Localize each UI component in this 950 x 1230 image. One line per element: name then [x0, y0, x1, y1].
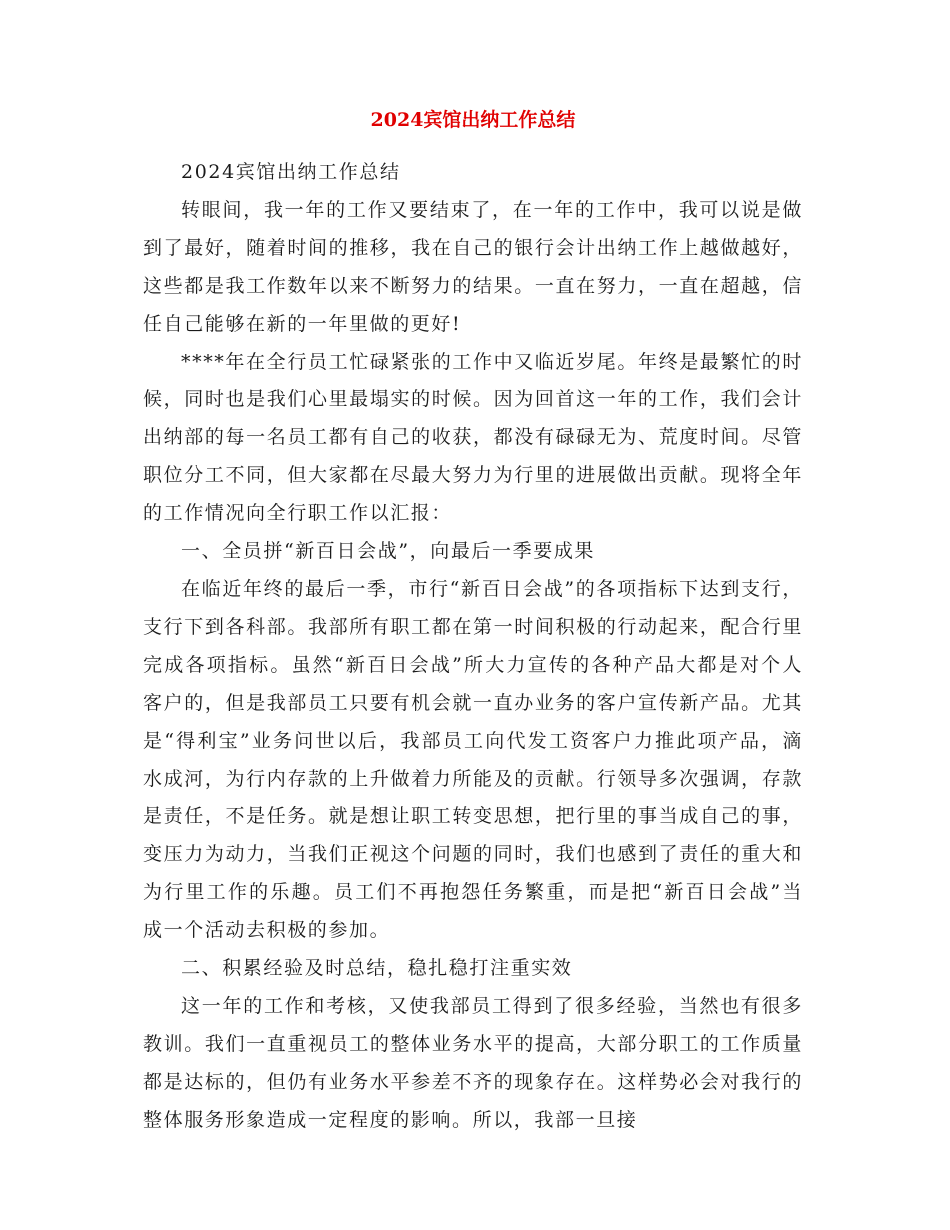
paragraph-subtitle: 2024宾馆出纳工作总结 [181, 161, 401, 183]
document-title: 2024宾馆出纳工作总结 [370, 109, 576, 131]
paragraph-section-1: 在临近年终的最后一季，市行“新百日会战”的各项指标下达到支行，支行下到各科部。我部所有职工都在第一时间积极的行动起来，配合行里完成各项指标。虽然“新百日会战”所大力宣传的各种产品大都是对个人客户的，但是我部员工只要有机会就一直办业务的客户宣传新产品。尤其是“得利宝”业务问世以后，我部员工向代发工资客户力推此项产品，滴水成河，为行内存款的上升做着力所能及的贡献。行领导多次强调，存款是责任，不是任务。就是想让职工转变思想，把行里的事当成自己的事，变压力为动力，当我们正视这个问题的同时，我们也感到了责任的重大和为行里工作的乐趣。员工们不再抱怨任务繁重，而是把“新百日会战”当成一个活动去积极的参加。 [143, 577, 803, 942]
paragraph-year-summary: ****年在全行员工忙碌紧张的工作中又临近岁尾。年终是最繁忙的时候，同时也是我们心里最塌实的时候。因为回首这一年的工作，我们会计出纳部的每一名员工都有自己的收获，都没有碌碌无为、荒度时间。尽管职位分工不同，但大家都在尽最大努力为行里的进展做出贡献。现将全年的工作情况向全行职工作以汇报： [143, 350, 803, 525]
paragraph-section-2: 这一年的工作和考核，又使我部员工得到了很多经验，当然也有很多教训。我们一直重视员工的整体业务水平的提高，大部分职工的工作质量都是达标的，但仍有业务水平参差不齐的现象存在。这样势必会对我行的整体服务形象造成一定程度的影响。所以，我部一旦接 [143, 994, 803, 1131]
paragraph-intro: 转眼间，我一年的工作又要结束了，在一年的工作中，我可以说是做到了最好，随着时间的推移，我在自己的银行会计出纳工作上越做越好，这些都是我工作数年以来不断努力的结果。一直在努力，一直在超越，信任自己能够在新的一年里做的更好! [143, 198, 803, 335]
section-heading-2: 二、积累经验及时总结，稳扎稳打注重实效 [181, 957, 573, 980]
section-heading-1: 一、全员拼“新百日会战”，向最后一季要成果 [181, 540, 596, 563]
document-page [143, 108, 803, 1140]
